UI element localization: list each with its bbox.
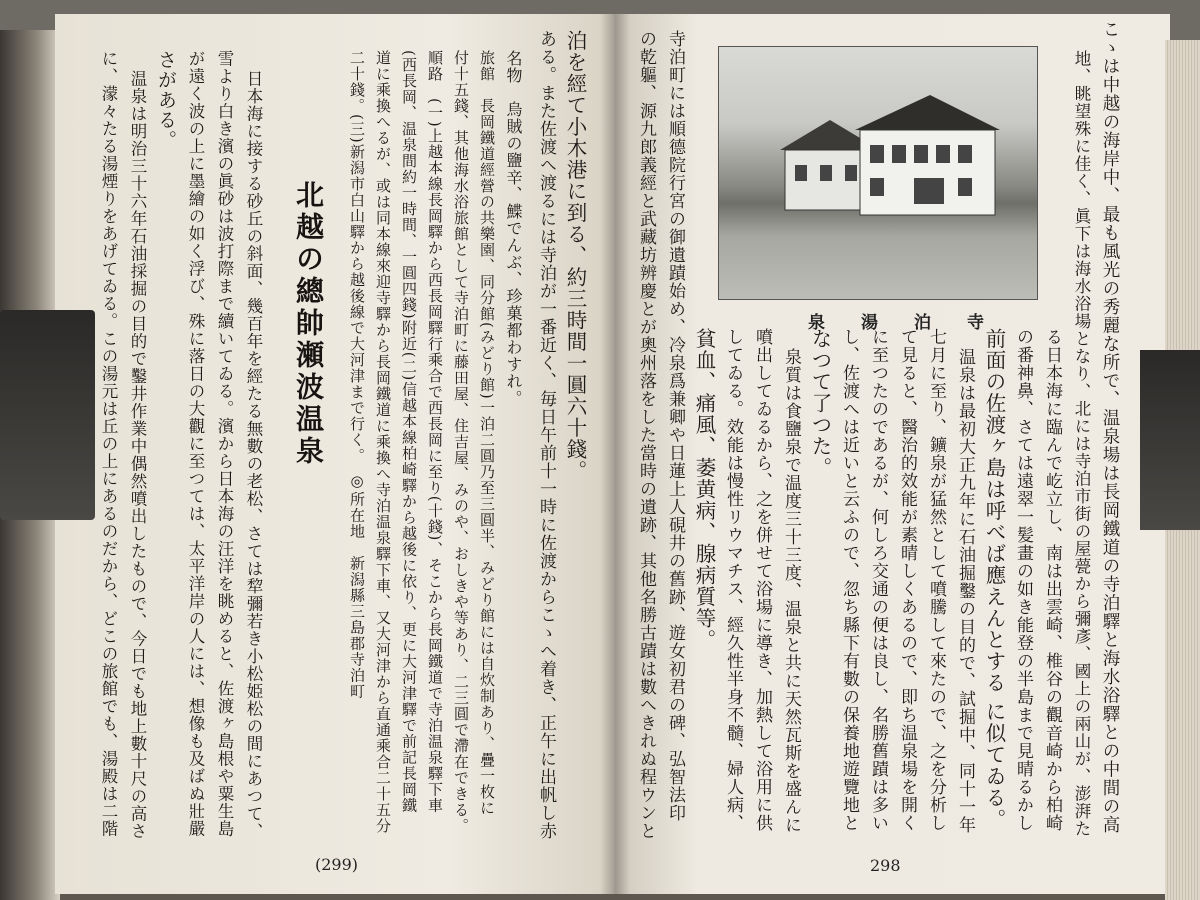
right-col-6: 七月に至り、鑛泉が猛然として噴騰して來たので、之を分析し [926, 328, 946, 832]
book-stand-right [1140, 350, 1200, 530]
right-col-1: 地、眺望殊に佳く、眞下は海水浴場となり、北には寺泊市街の屋甍から彌彥、國上の兩山が、澎湃た [1072, 50, 1091, 838]
right-col-2: る日本海に臨んで屹立し、南は出雲崎、椎谷の觀音崎から柏崎 [1042, 328, 1062, 832]
right-col-4: 前面の佐渡ヶ島は呼べば應えんとする に似てゐる。 [982, 328, 1006, 831]
building-illustration [760, 90, 1010, 230]
left-page-number: (299) [315, 855, 359, 874]
right-col-16: の乾軀、源九郎義經と武藏坊辨慶とが奧州落をした當時の遺跡、其他名勝古蹟は數へきれぬ程ウンと [636, 30, 656, 840]
right-col-9: し、佐渡へは近いと云ふので、忽ち縣下有數の保養地遊覽地と [839, 328, 859, 832]
right-col-12: 噴出してゐるから、之を併せて浴場に導き、加熱して浴用に供 [752, 328, 772, 832]
right-col-7: て見ると、醫治的效能が素晴しくあるので、即ち温泉場を開く [897, 328, 917, 832]
right-col-0: こゝは中越の海岸中、最も風光の秀麗な所で、温泉場は長岡鐵道の寺泊驛と海水浴驛との中間の高 [1100, 20, 1120, 834]
left-col-10: 雪より白き濱の眞砂は波打際まで續いてゐる。濱から日本海の汪洋を眺めると、佐渡ヶ島根や粟生島 [215, 50, 234, 838]
left-col-13: 温泉は明治三十六年石油採掘の目的で鑿井作業中偶然噴出したもので、今日でも地上數十尺の高さ [128, 70, 147, 840]
left-col-3: 旅館 長岡鐵道經營の共樂園、同分館(みどり館)一泊二圓乃至三圓半、みどり館には自炊制あり、疊一枚に [478, 50, 496, 816]
right-col-13: してゐる。效能は慢性リウマチス、經久性半身不髓、婦人病、 [723, 328, 743, 832]
right-col-8: に至つたのであるが、何しろ交通の便は良し、名勝舊蹟は多い [868, 328, 888, 832]
book-gutter [600, 14, 630, 894]
left-col-1: ある。また佐渡へ渡るには寺泊が一番近く、毎日午前十一時に佐渡からこゝへ着き、正午に出帆し赤 [536, 30, 556, 840]
right-col-15: 寺泊町には順德院行宮の御遺蹟始め、冷泉爲兼卿や日蓮上人硯井の舊跡、遊女初君の碑、弘智法印 [665, 30, 685, 822]
left-col-5: 順路 (一)上越本線長岡驛から西長岡驛行乘合で西長岡に至り(十錢)、そこから長岡鐵道で寺泊温泉驛下車 [426, 50, 444, 814]
right-col-10: なつて了つた。 [808, 328, 832, 479]
left-col-7: 道に乘換へるが、或は同本線來迎寺驛から長岡鐵道に乘換へ寺泊温泉驛下車、又大河津から直通乘合二十五分 [374, 50, 392, 834]
right-col-5: 温泉は最初大正九年に石油掘鑿の目的で、試掘中、同十一年 [955, 348, 975, 834]
left-col-0: 泊を經て小木港に到る、約三時間一圓六十錢。 [563, 30, 587, 482]
photo-caption: 寺泊湯泉 [808, 313, 1020, 333]
left-col-6: (西長岡、温泉間約一時間、一圓四錢)附近(二)信越本線柏崎驛から越後に依り、更に大河津驛で前記長岡鐵 [400, 50, 418, 814]
right-col-14: 貧血、痛風、萎黄病、腺病質等。 [692, 328, 716, 651]
right-col-3: の番神鼻、さては遠翠一髪畫の如き能登の半島まで見晴るかし [1013, 328, 1033, 832]
right-page-number: 298 [870, 856, 901, 875]
left-col-4: 付十五錢、其他海水浴旅館として寺泊町に藤田屋、住吉屋、みのや、おしきや等あり、二三圓で滯在できる。 [452, 50, 470, 834]
left-col-9: 日本海に接する砂丘の斜面、幾百年を經たる無數の老松、さては犂彌若き小松姫松の間にあつて、 [244, 70, 263, 840]
left-col-14: に、濛々たる湯煙りをあげてゐる。この湯元は丘の上にあるのだから、どこの旅館でも、湯殿は二階 [99, 50, 118, 838]
right-col-11: 泉質は食鹽泉で温度三十三度、温泉と共に天然瓦斯を盛んに [781, 348, 801, 834]
left-col-2: 名物 烏賊の鹽辛、鰈でんぶ、珍菓都わすれ。 [504, 50, 523, 407]
book-stand-left [0, 310, 95, 520]
section-title: 北越の總帥瀬波温泉 [292, 180, 325, 468]
left-col-12: さがある。 [155, 50, 177, 150]
left-col-11: が遠く波の上に墨繪の如く浮び、殊に落日の大觀に至つては、太平洋岸の人には、想像も及ばぬ壯嚴 [186, 50, 205, 838]
left-col-8: 二十錢。(三)新潟市白山驛から越後線で大河津まで行く。 ◎所在地 新潟縣三島郡寺泊町 [348, 50, 366, 700]
